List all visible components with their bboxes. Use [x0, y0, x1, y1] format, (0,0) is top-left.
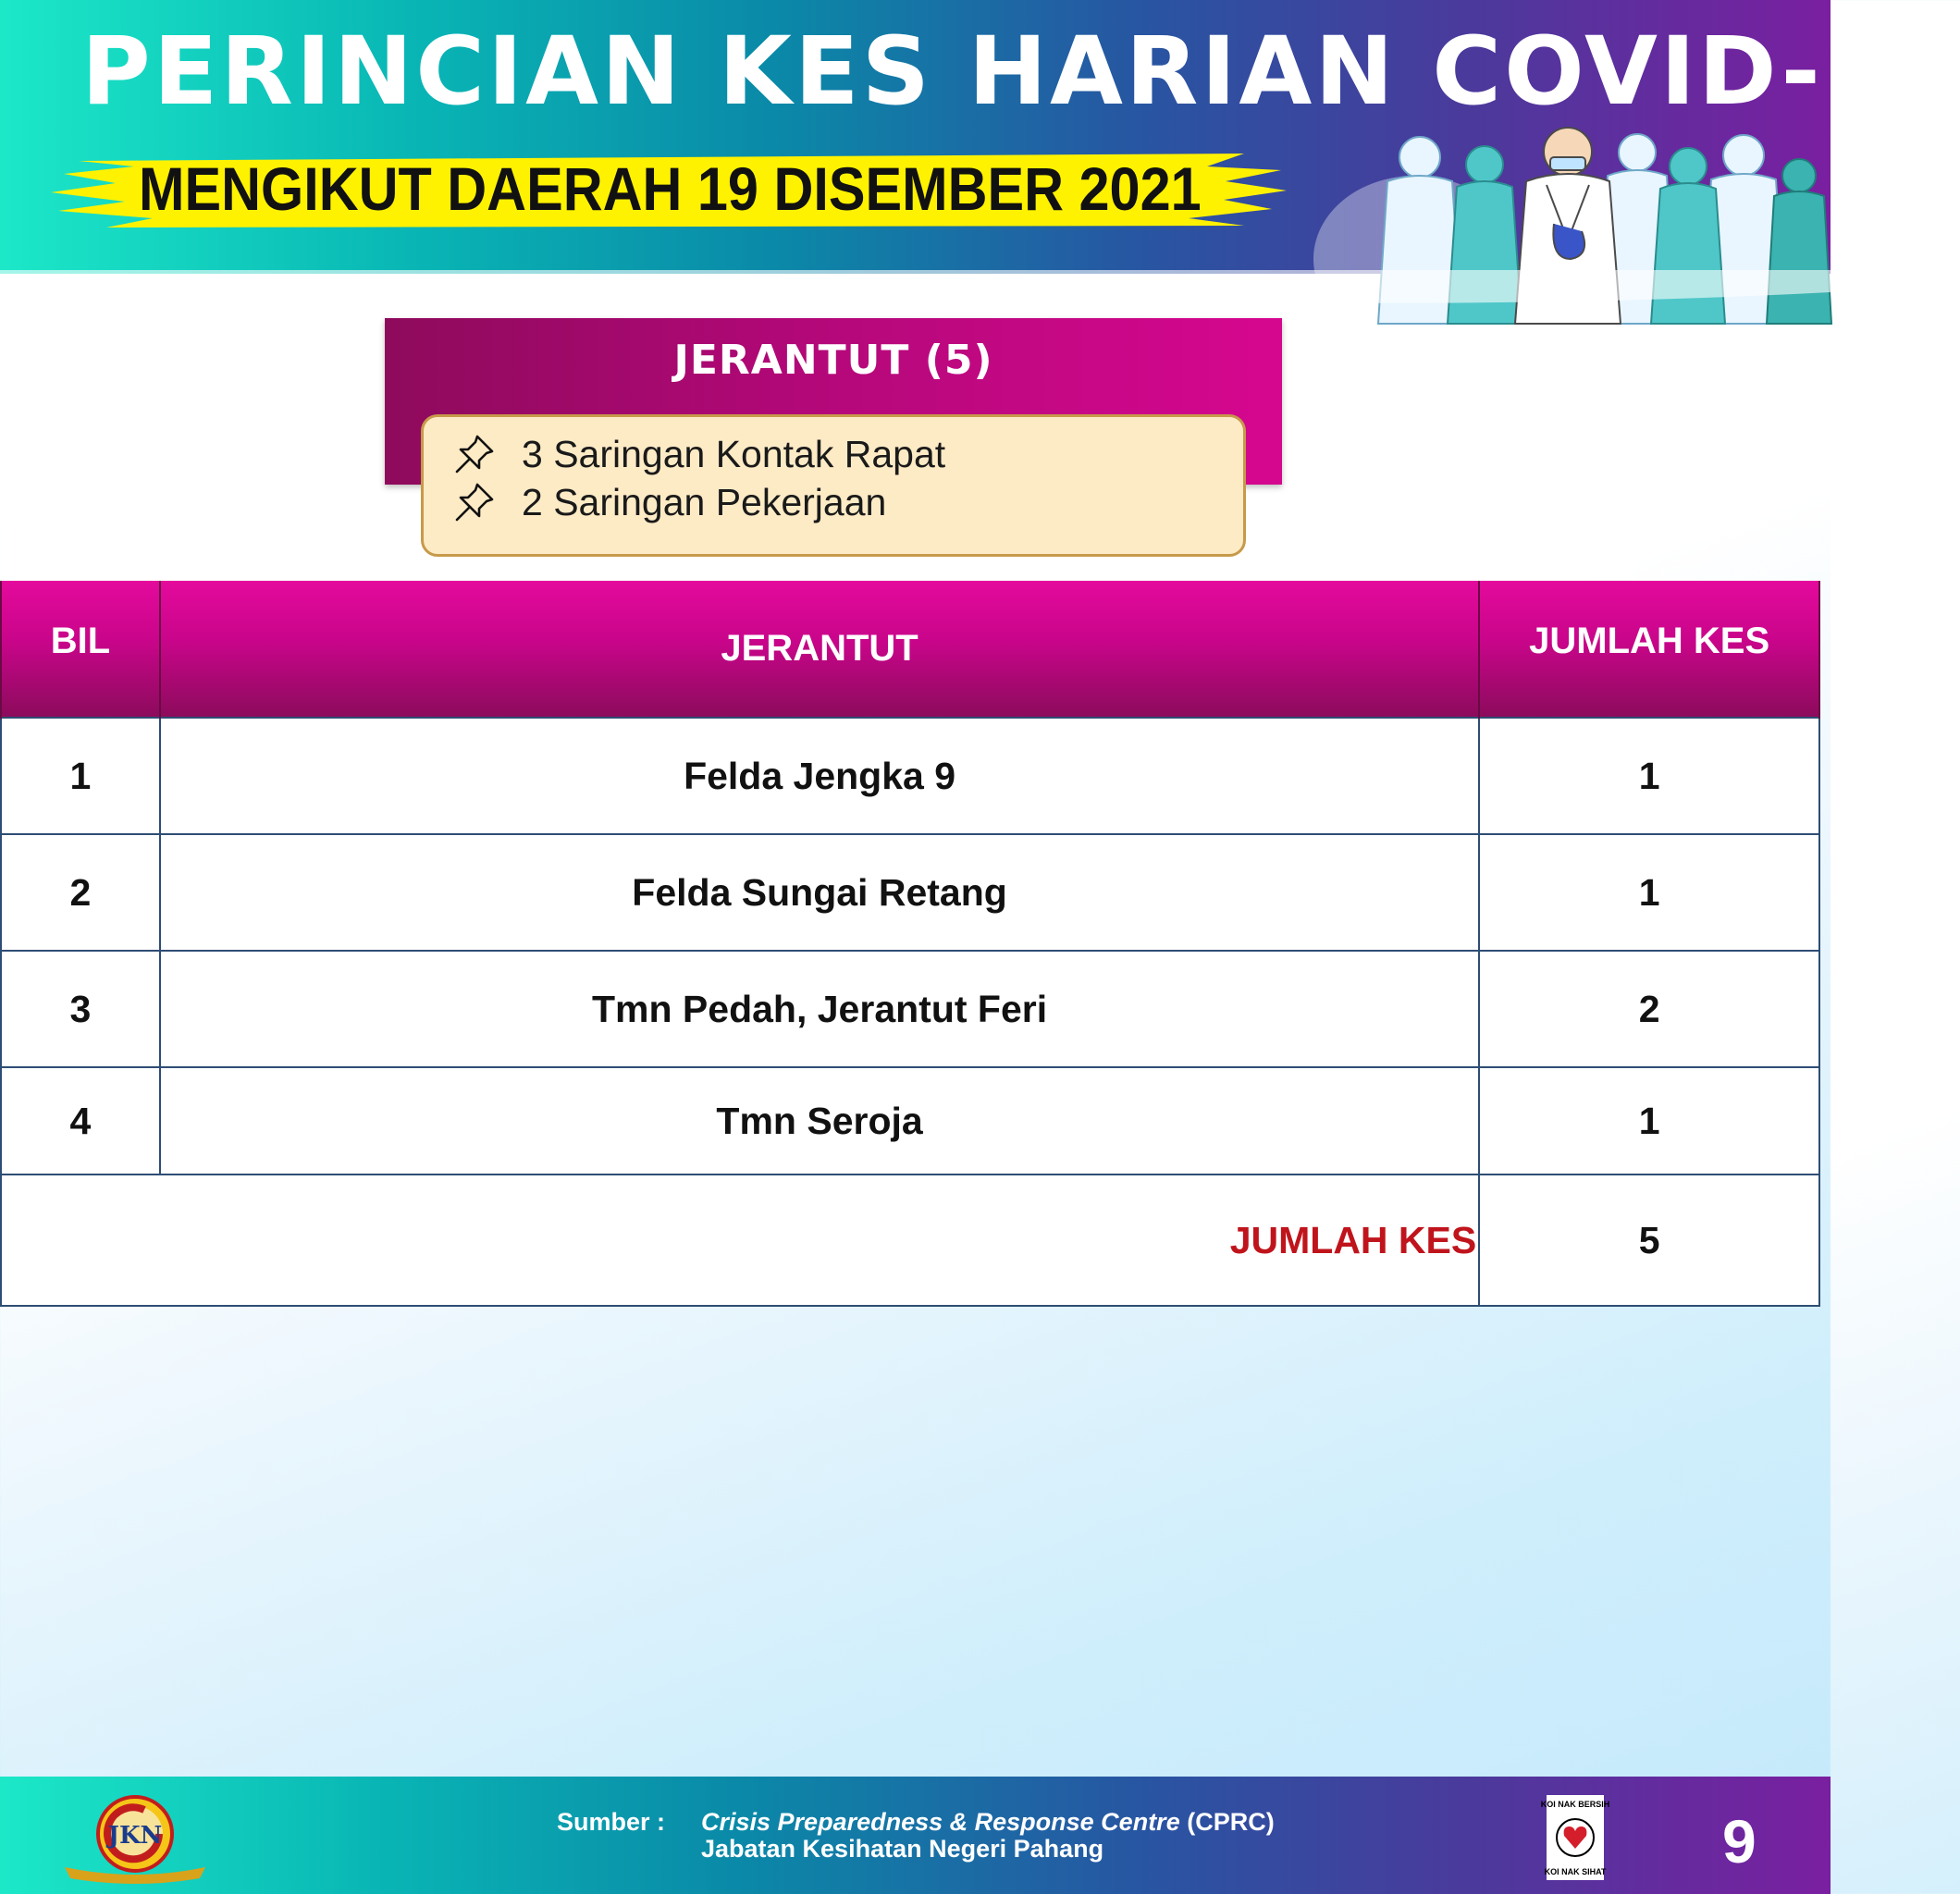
total-row: [1, 1175, 1819, 1306]
table-row: [1, 718, 1819, 834]
source-organisation: [701, 1808, 1275, 1837]
cell-bil: 1: [1, 718, 160, 834]
jkn-logo-text: JKN: [107, 1822, 163, 1850]
column-header-bil-label: BIL: [50, 621, 111, 661]
column-header-bil: [1, 581, 160, 718]
source-organisation-abbr: (CPRC): [1179, 1808, 1275, 1836]
pushpin-icon: [451, 431, 498, 477]
total-label-cell: [1, 1175, 1479, 1306]
summary-text: 2 Saringan Pekerjaan: [522, 480, 887, 523]
cell-place: Felda Sungai Retang: [160, 834, 1479, 951]
cell-count: 1: [1479, 718, 1819, 834]
cell-place: Tmn Seroja: [160, 1067, 1479, 1175]
page-footer: [0, 1777, 1831, 1894]
koi-nak-sihat-logo: [1540, 1795, 1610, 1880]
table-row: [1, 1067, 1819, 1175]
koi-logo-bottom-text: KOI NAK SIHAT: [1544, 1867, 1607, 1876]
cell-place: Tmn Pedah, Jerantut Feri: [160, 951, 1479, 1067]
summary-item: [451, 430, 1243, 478]
jkn-logo: [55, 1789, 215, 1884]
cell-place: Felda Jengka 9: [160, 718, 1479, 834]
column-header-count-label: JUMLAH KES: [1529, 621, 1770, 661]
source-organisation-name: Crisis Preparedness & Response Centre: [701, 1808, 1180, 1836]
screening-summary-box: [421, 414, 1246, 557]
total-label: JUMLAH KES: [1229, 1218, 1477, 1261]
cell-bil: 2: [1, 834, 160, 951]
source-department: Jabatan Kesihatan Negeri Pahang: [701, 1835, 1104, 1863]
cell-count: 1: [1479, 1067, 1819, 1175]
column-header-count: [1479, 581, 1819, 718]
cell-count: 2: [1479, 951, 1819, 1067]
total-value: 5: [1479, 1175, 1819, 1306]
page-title: PERINCIAN KES HARIAN COVID-19: [81, 17, 1960, 127]
pushpin-icon: [451, 479, 498, 525]
cell-count: 1: [1479, 834, 1819, 951]
cell-bil: 4: [1, 1067, 160, 1175]
summary-text: 3 Saringan Kontak Rapat: [522, 432, 946, 475]
header-wave-decoration: [0, 270, 1831, 326]
table-header-row: [1, 581, 1819, 718]
district-heading: JERANTUT (5): [673, 337, 993, 384]
table-row: [1, 834, 1819, 951]
table-row: [1, 951, 1819, 1067]
page-subtitle: MENGIKUT DAERAH 19 DISEMBER 2021: [139, 154, 1202, 223]
column-header-place: JERANTUT: [160, 581, 1479, 718]
summary-item: [451, 478, 1243, 526]
koi-logo-top-text: KOI NAK BERSIH: [1540, 1800, 1610, 1809]
cases-table: [0, 581, 1820, 1307]
cell-bil: 3: [1, 951, 160, 1067]
source-label: Sumber :: [557, 1808, 666, 1836]
page-header: [0, 0, 1960, 274]
page-number: 9: [1722, 1807, 1757, 1876]
